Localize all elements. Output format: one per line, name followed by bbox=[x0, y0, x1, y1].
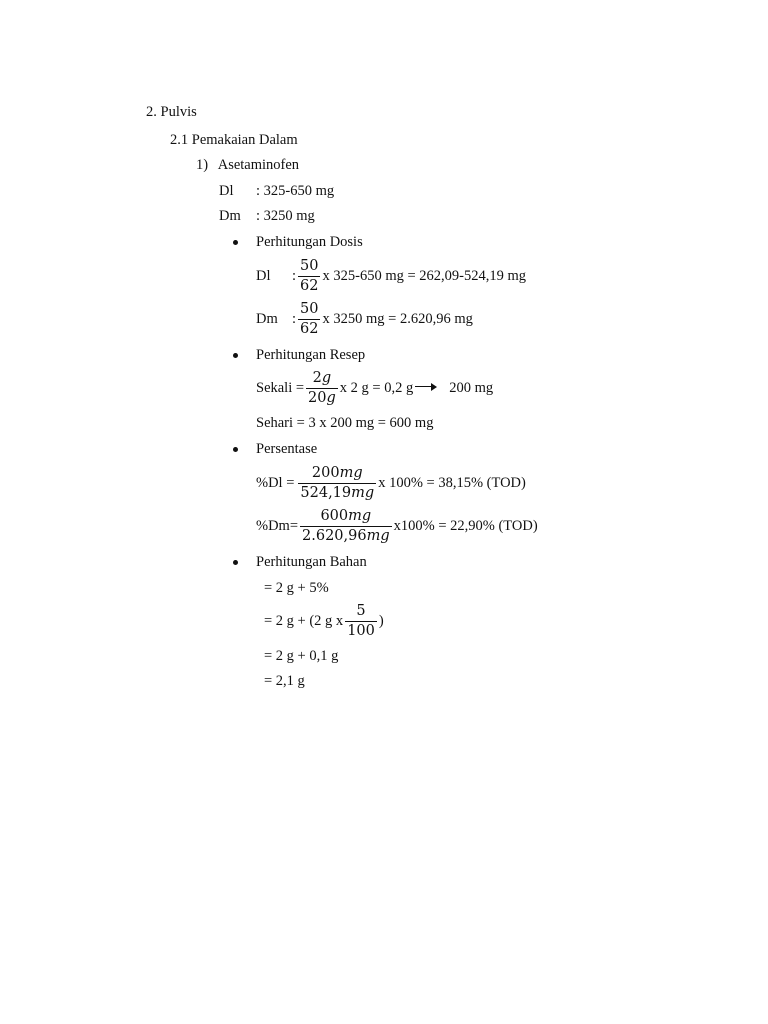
dosis-dm-expression: x 3250 mg = 2.620,96 mg bbox=[322, 310, 473, 327]
dosis-dm-numerator: 50 bbox=[300, 301, 319, 317]
dosis-title: Perhitungan Dosis bbox=[256, 234, 363, 250]
persentase-dl-label: %Dl = bbox=[256, 474, 295, 491]
persentase-dl-numerator bbox=[310, 466, 365, 483]
resep-denominator-value: 20 bbox=[308, 389, 327, 406]
persentase-dm-label: %Dm= bbox=[256, 517, 299, 534]
dosis-dm-label: Dm bbox=[256, 310, 278, 327]
dosis-dm-denominator: 62 bbox=[300, 320, 319, 337]
resep-fraction bbox=[306, 371, 338, 405]
persentase-dl-denominator-unit: mg bbox=[351, 484, 375, 501]
persentase-dl-denominator bbox=[298, 483, 376, 501]
persentase-dm-line bbox=[256, 509, 538, 543]
resep-expression: x 2 g = 0,2 g bbox=[339, 379, 414, 396]
item-title: Asetaminofen bbox=[217, 157, 300, 173]
section-number: 2. bbox=[146, 104, 157, 120]
dosis-dm-line bbox=[256, 302, 473, 336]
persentase-dl-numerator-unit: mg bbox=[339, 465, 363, 481]
bahan-denominator: 100 bbox=[347, 622, 375, 639]
persentase-dm-expression: x100% = 22,90% (TOD) bbox=[393, 517, 538, 534]
bullet-icon bbox=[233, 447, 238, 452]
persentase-dl-expression: x 100% = 38,15% (TOD) bbox=[378, 474, 526, 491]
resep-numerator bbox=[311, 371, 334, 388]
persentase-dm-fraction bbox=[300, 509, 392, 543]
dl-label: Dl bbox=[219, 183, 234, 199]
persentase-dm-denominator bbox=[300, 526, 392, 544]
resep-sehari: Sehari = 3 x 200 mg = 600 mg bbox=[256, 415, 434, 431]
dosis-dl-numerator: 50 bbox=[300, 258, 319, 274]
bahan-line-4: = 2,1 g bbox=[264, 673, 305, 689]
dosis-dm-colon: : bbox=[292, 310, 297, 327]
bahan-line-2 bbox=[264, 604, 384, 638]
dosis-dl-colon: : bbox=[292, 267, 297, 284]
bahan-numerator: 5 bbox=[356, 603, 366, 619]
persentase-dm-denominator-unit: mg bbox=[366, 527, 390, 544]
bullet-icon bbox=[233, 353, 238, 358]
subsection-heading: 2.1 Pemakaian Dalam bbox=[170, 132, 298, 148]
persentase-title: Persentase bbox=[256, 441, 318, 457]
section-title: Pulvis bbox=[160, 104, 197, 120]
item-heading bbox=[196, 158, 299, 173]
bahan-line-2-suffix: ) bbox=[378, 612, 384, 629]
dosis-dl-line bbox=[256, 259, 526, 293]
bahan-line-2-prefix: = 2 g + (2 g x bbox=[264, 612, 344, 629]
persentase-dm-numerator bbox=[318, 509, 373, 526]
bahan-line-1: = 2 g + 5% bbox=[264, 580, 329, 596]
persentase-dl-numerator-value: 200 bbox=[311, 465, 340, 481]
resep-denominator bbox=[306, 388, 338, 406]
bahan-line-3: = 2 g + 0,1 g bbox=[264, 648, 339, 664]
resep-denominator-unit: g bbox=[326, 389, 336, 406]
bullet-icon bbox=[233, 560, 238, 565]
item-number: 1) bbox=[196, 157, 209, 173]
resep-title: Perhitungan Resep bbox=[256, 347, 366, 363]
dm-value: : 3250 mg bbox=[256, 208, 315, 224]
dl-value: : 325-650 mg bbox=[256, 183, 335, 199]
persentase-dl-denominator-value: 524,19 bbox=[300, 484, 352, 501]
persentase-dm-numerator-value: 600 bbox=[320, 508, 349, 524]
bahan-fraction bbox=[345, 604, 377, 638]
dosis-dl-expression: x 325-650 mg = 262,09-524,19 mg bbox=[322, 267, 527, 284]
bahan-title: Perhitungan Bahan bbox=[256, 554, 367, 570]
dosis-dl-fraction bbox=[298, 259, 320, 293]
persentase-dl-fraction bbox=[298, 466, 376, 500]
resep-result: 200 mg bbox=[449, 379, 494, 396]
bullet-icon bbox=[233, 240, 238, 245]
dosis-dm-fraction bbox=[298, 302, 320, 336]
dm-label: Dm bbox=[219, 208, 241, 224]
section-heading bbox=[146, 105, 197, 120]
resep-numerator-unit: g bbox=[321, 370, 332, 386]
resep-numerator-value: 2 bbox=[312, 370, 322, 386]
persentase-dm-denominator-value: 2.620,96 bbox=[302, 527, 367, 544]
arrow-right-icon bbox=[415, 383, 437, 393]
dosis-dl-denominator: 62 bbox=[300, 277, 319, 294]
dosis-dl-label: Dl bbox=[256, 267, 271, 284]
resep-sekali-line bbox=[256, 371, 493, 405]
persentase-dm-numerator-unit: mg bbox=[348, 508, 372, 524]
persentase-dl-line bbox=[256, 466, 526, 500]
resep-sekali-label: Sekali = bbox=[256, 379, 305, 396]
